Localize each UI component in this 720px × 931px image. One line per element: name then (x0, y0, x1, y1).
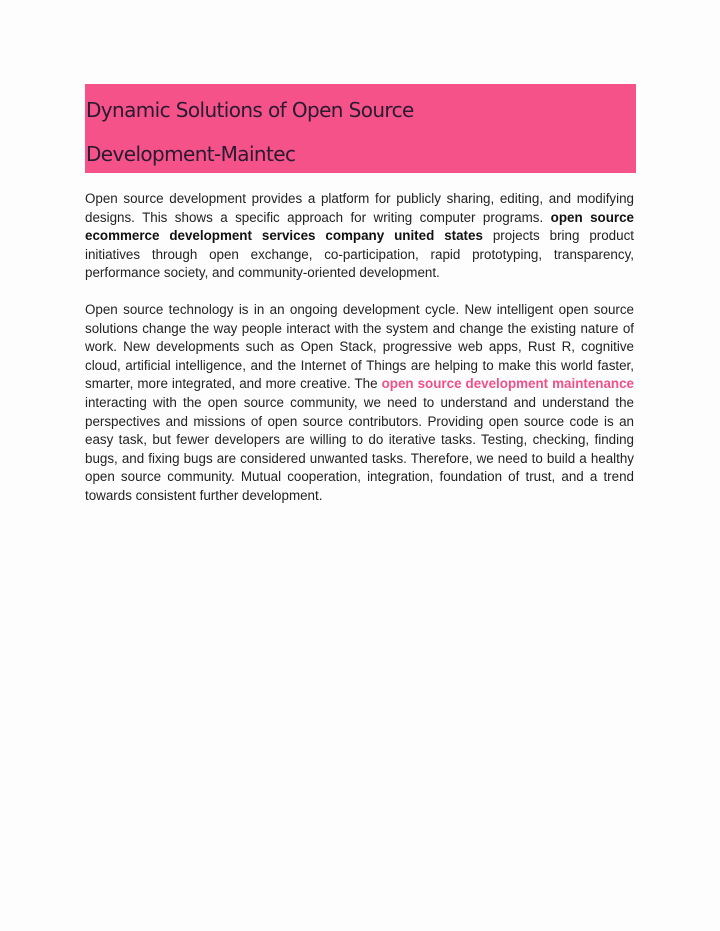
title-banner (85, 84, 636, 173)
paragraph-2 (85, 301, 634, 506)
title-line-1: Dynamic Solutions of Open Source (86, 98, 414, 122)
title-line-2: Development-Maintec (86, 142, 296, 166)
paragraph-1-text-b: projects bring product initiatives through open exchange, co-participation, rapid prototyping, transparency, performance society, and community-oriented development. (85, 228, 634, 281)
paragraph-2-text-a: Open source technology is in an ongoing development cycle. New intelligent open source solutions change the way people interact with the system and change the existing nature of work. New developments such as Open Stack, progressive web apps, Rust R, cognitive cloud, artificial intelligence, and the Internet of Things are helping to make this world faster, smarter, more integrated, and more creative. The (85, 302, 634, 392)
paragraph-2-text-b: interacting with the open source community, we need to understand and understand the perspectives and missions of open source contributors. Providing open source code is an easy task, but fewer developers are willing to do iterative tasks. Testing, checking, finding bugs, and fixing bugs are considered unwanted tasks. Therefore, we need to build a healthy open source community. Mutual cooperation, integration, foundation of trust, and a trend towards consistent further development. (85, 394, 634, 503)
paragraph-1-text-a: Open source development provides a platform for publicly sharing, editing, and modifying designs. This shows a specific approach for writing computer programs. (85, 191, 634, 225)
paragraph-1 (85, 190, 634, 283)
maintenance-link[interactable]: open source development maintenance (381, 376, 635, 392)
paragraph-1-bold-keyword: open source ecommerce development services company united states (85, 209, 634, 244)
